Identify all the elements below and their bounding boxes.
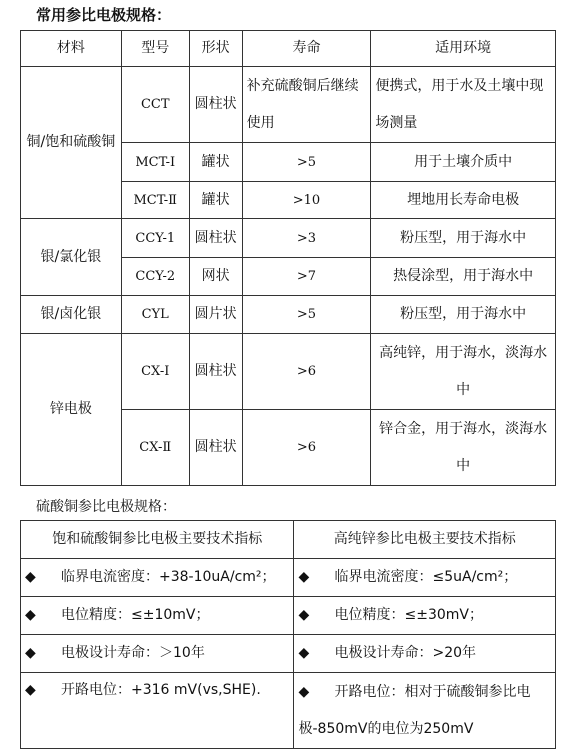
life-cell: >7	[242, 258, 371, 296]
shape-cell: 网状	[189, 258, 242, 296]
header-high-purity-zinc: 高纯锌参比电极主要技术指标	[294, 521, 556, 559]
table-row	[21, 559, 556, 597]
spec-cell	[21, 597, 294, 635]
diamond-bullet-icon: ◆	[298, 645, 310, 661]
life-cell: >6	[242, 334, 371, 410]
material-cell: 银/卤化银	[21, 296, 122, 334]
env-cell: 高纯锌，用于海水，淡海水中	[371, 334, 556, 410]
table-row	[21, 597, 556, 635]
env-cell: 热侵涂型，用于海水中	[371, 258, 556, 296]
life-cell: >3	[242, 219, 371, 258]
life-cell: 补充硫酸铜后继续使用	[242, 67, 371, 143]
table-header-row	[21, 521, 556, 559]
life-cell: >5	[242, 296, 371, 334]
diamond-bullet-icon: ◆	[298, 569, 310, 585]
life-cell: >10	[242, 182, 371, 219]
header-env: 适用环境	[371, 31, 556, 67]
diamond-bullet-icon: ◆	[298, 607, 310, 623]
shape-cell: 圆柱状	[189, 67, 242, 143]
diamond-bullet-icon: ◆	[25, 607, 36, 623]
env-cell: 埋地用长寿命电极	[371, 182, 556, 219]
page-title: 常用参比电极规格：	[36, 6, 172, 24]
shape-cell: 圆柱状	[189, 219, 242, 258]
tech-spec-table	[20, 520, 556, 749]
env-cell: 便携式，用于水及土壤中现场测量	[371, 67, 556, 143]
table-row	[21, 673, 556, 749]
spec-text: 开路电位：相对于硫酸铜参比电极-850mV的电位为250mV	[298, 683, 531, 737]
header-shape: 形状	[189, 31, 242, 67]
diamond-bullet-icon: ◆	[25, 682, 36, 698]
spec-cell	[294, 673, 556, 749]
spec-cell	[21, 673, 294, 749]
diamond-bullet-icon: ◆	[25, 569, 36, 585]
spec-text: 电位精度：≤±10mV；	[61, 607, 210, 623]
model-cell: CX-Ⅰ	[121, 334, 189, 410]
diamond-bullet-icon: ◆	[298, 683, 310, 700]
header-life: 寿命	[242, 31, 371, 67]
spec-cell	[21, 635, 294, 673]
table-row	[21, 67, 556, 143]
model-cell: CCY-2	[121, 258, 189, 296]
env-cell: 粉压型，用于海水中	[371, 219, 556, 258]
spec-cell	[21, 559, 294, 597]
table-header-row	[21, 31, 556, 67]
env-cell: 用于土壤介质中	[371, 143, 556, 182]
spec-text: 电极设计寿命：＞10年	[61, 645, 205, 661]
shape-cell: 罐状	[189, 182, 242, 219]
shape-cell: 圆柱状	[189, 410, 242, 486]
table-row	[21, 334, 556, 410]
model-cell: MCT-Ⅰ	[121, 143, 189, 182]
env-cell: 粉压型，用于海水中	[371, 296, 556, 334]
header-material: 材料	[21, 31, 122, 67]
electrode-spec-table	[20, 30, 556, 486]
shape-cell: 圆柱状	[189, 334, 242, 410]
header-copper-sulfate: 饱和硫酸铜参比电极主要技术指标	[21, 521, 294, 559]
table-row	[21, 219, 556, 258]
life-cell: >5	[242, 143, 371, 182]
spec-cell	[294, 559, 556, 597]
table-row	[21, 635, 556, 673]
spec-text: 临界电流密度：≤5uA/cm²；	[334, 569, 518, 585]
table-row	[21, 296, 556, 334]
model-cell: CX-Ⅱ	[121, 410, 189, 486]
model-cell: CCT	[121, 67, 189, 143]
material-cell: 银/氯化银	[21, 219, 122, 296]
shape-cell: 罐状	[189, 143, 242, 182]
section-title: 硫酸铜参比电极规格：	[36, 499, 176, 515]
material-cell: 铜/饱和硫酸铜	[21, 67, 122, 219]
spec-cell	[294, 635, 556, 673]
life-cell: >6	[242, 410, 371, 486]
spec-text: 电极设计寿命：>20年	[334, 645, 477, 661]
spec-text: 电位精度：≤±30mV；	[334, 607, 483, 623]
model-cell: CYL	[121, 296, 189, 334]
spec-cell	[294, 597, 556, 635]
env-cell: 锌合金，用于海水，淡海水中	[371, 410, 556, 486]
spec-text: 开路电位：+316 mV(vs,SHE).	[61, 682, 261, 698]
header-model: 型号	[121, 31, 189, 67]
model-cell: CCY-1	[121, 219, 189, 258]
spec-text: 临界电流密度：+38-10uA/cm²；	[61, 569, 276, 585]
model-cell: MCT-Ⅱ	[121, 182, 189, 219]
diamond-bullet-icon: ◆	[25, 645, 36, 661]
shape-cell: 圆片状	[189, 296, 242, 334]
material-cell: 锌电极	[21, 334, 122, 486]
